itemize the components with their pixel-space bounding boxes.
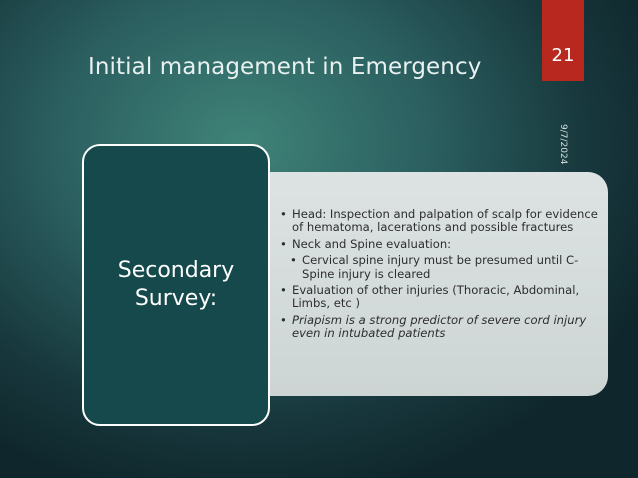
bullet-item: • Head: Inspection and palpation of scalp for evidence of hematoma, lacerations and possible fractures — [280, 208, 598, 235]
bullet-item: • Neck and Spine evaluation: — [280, 238, 598, 251]
slide-title: Initial management in Emergency — [88, 54, 482, 80]
date-label: 9/7/2024 — [558, 124, 568, 165]
page-number-tab — [542, 0, 584, 81]
bullet-item-emphasis: • Priapism is a strong predictor of severe cord injury even in intubated patients — [280, 314, 598, 341]
page-number: 21 — [551, 45, 575, 66]
bullet-item: • Evaluation of other injuries (Thoracic, Abdominal, Limbs, etc ) — [280, 284, 598, 311]
heading-line: Survey: — [134, 286, 218, 311]
heading-text — [118, 257, 235, 313]
bullet-list — [280, 208, 598, 344]
heading-box — [82, 144, 270, 426]
sub-bullet-item: • Cervical spine injury must be presumed until C-Spine injury is cleared — [290, 254, 598, 281]
heading-line: Secondary — [117, 258, 235, 283]
